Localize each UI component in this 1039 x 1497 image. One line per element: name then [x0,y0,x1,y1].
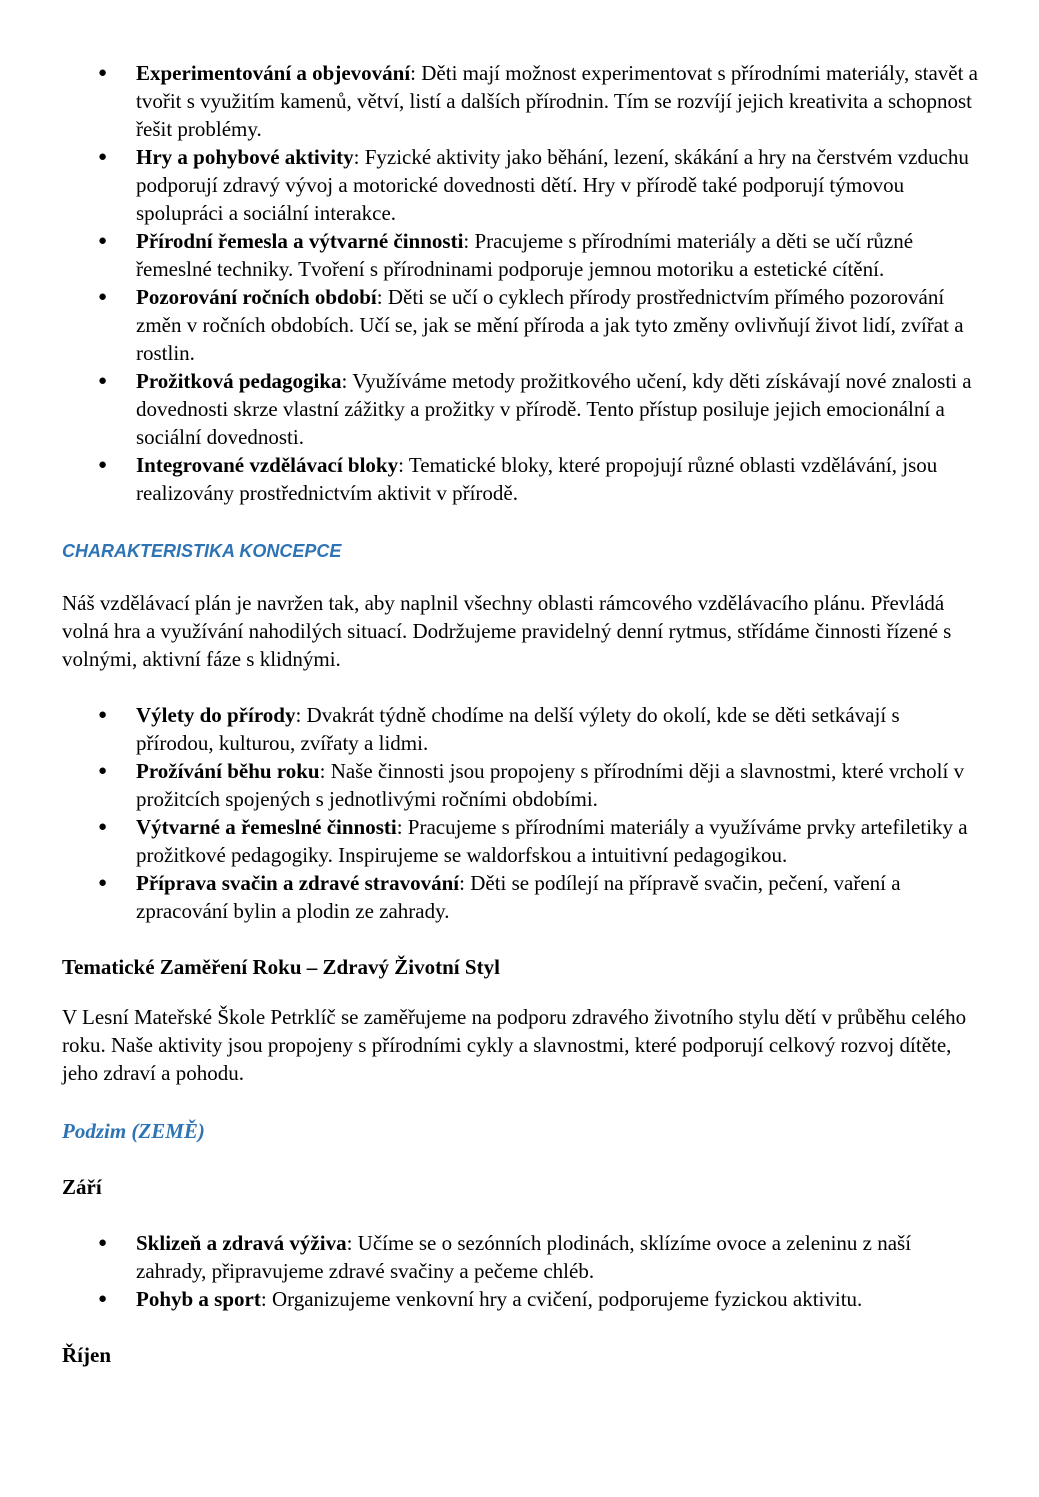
list-item [62,283,982,367]
list-item [62,451,982,507]
list-item [62,143,982,227]
bullet-icon: ● [98,1235,108,1251]
list-item-term: Prožívání běhu roku [136,759,320,783]
list-item [62,227,982,283]
list-item-text: : Pracujeme s přírodními materiály a děti se učí různé řemeslné techniky. Tvoření s přírodninami podporuje jemnou motoriku a estetické cítění. [136,229,914,281]
bullet-icon: ● [98,707,108,723]
bullet-icon: ● [98,289,108,305]
list-item-text: : Využíváme metody prožitkového učení, kdy děti získávají nové znalosti a dovednosti skrze vlastní zážitky a prožitky v přírodě. Tento přístup posiluje jejich emocionální a sociální dovednosti. [136,369,972,449]
list-item-text: : Pracujeme s přírodními materiály a využíváme prvky artefiletiky a prožitkové pedagogiky. Inspirujeme se waldorfskou a intuitivní pedagogikou. [136,815,968,867]
bullet-icon: ● [98,1291,108,1307]
list-item-term: Přírodní řemesla a výtvarné činnosti [136,229,464,253]
list-item [62,813,982,869]
list-item-term: Pohyb a sport [136,1287,261,1311]
theme-heading: Tematické Zaměření Roku – Zdravý Životní Styl [62,955,500,979]
list-item-term: Experimentování a objevování [136,61,411,85]
list-item [62,757,982,813]
list-item-term: Sklizeň a zdravá výživa [136,1231,347,1255]
list-item-text: : Děti mají možnost experimentovat s přírodními materiály, stavět a tvořit s využitím kamenů, větví, listí a dalších přírodnin. Tím se rozvíjí jejich kreativita a schopnost řešit problémy. [136,61,978,141]
list-item-term: Hry a pohybové aktivity [136,145,354,169]
bullet-icon: ● [98,763,108,779]
list-item-term: Integrované vzdělávací bloky [136,453,399,477]
bullet-icon: ● [98,149,108,165]
bullet-icon: ● [98,875,108,891]
bullet-icon: ● [98,819,108,835]
autumn-heading: Podzim (ZEMĚ) [62,1119,205,1143]
list-item [62,1229,982,1285]
document-content [62,59,982,1369]
list-item [62,701,982,757]
list-item [62,869,982,925]
list-item [62,59,982,143]
list-item-text: : Děti se podílejí na přípravě svačin, pečení, vaření a zpracování bylin a plodin ze zahrady. [136,871,901,923]
list-item-term: Výlety do přírody [136,703,296,727]
activities-list [62,59,982,507]
list-item-text: : Naše činnosti jsou propojeny s přírodními ději a slavnostmi, které vrcholí v prožitcích spojených s jednotlivými ročními obdobími. [136,759,965,811]
list-item-text: : Děti se učí o cyklech přírody prostřednictvím přímého pozorování změn v ročních obdobích. Učí se, jak se mění příroda a jak tyto změny ovlivňují život lidí, zvířat a rostlin. [136,285,964,365]
concept-heading: CHARAKTERISTIKA KONCEPCE [62,541,342,561]
list-item [62,1285,982,1313]
list-item-term: Prožitková pedagogika [136,369,342,393]
september-heading: Září [62,1175,102,1199]
list-item-text: : Organizujeme venkovní hry a cvičení, podporujeme fyzickou aktivitu. [260,1287,863,1311]
october-heading: Říjen [62,1343,111,1367]
bullet-icon: ● [98,65,108,81]
concept-paragraph: Náš vzdělávací plán je navržen tak, aby naplnil všechny oblasti rámcového vzdělávacího plánu. Převládá volná hra a využívání nahodilých situací. Dodržujeme pravidelný denní rytmus, střídáme činnosti řízené s volnými, aktivní fáze s klidnými. [62,591,952,671]
bullet-icon: ● [98,233,108,249]
list-item-text: : Tematické bloky, které propojují různé oblasti vzdělávání, jsou realizovány prostřednictvím aktivit v přírodě. [136,453,938,505]
list-item-text: : Fyzické aktivity jako běhání, lezení, skákání a hry na čerstvém vzduchu podporují zdravý vývoj a motorické dovednosti dětí. Hry v přírodě také podporují týmovou spolupráci a sociální interakce. [136,145,969,225]
list-item-term: Pozorování ročních období [136,285,377,309]
list-item [62,367,982,451]
list-item-text: : Dvakrát týdně chodíme na delší výlety do okolí, kde se děti setkávají s přírodou, kulturou, zvířaty a lidmi. [136,703,900,755]
theme-paragraph: V Lesní Mateřské Škole Petrklíč se zaměřujeme na podporu zdravého životního stylu dětí v průběhu celého roku. Naše aktivity jsou propojeny s přírodními cykly a slavnostmi, které podporují celkový rozvoj dítěte, jeho zdraví a pohodu. [62,1005,967,1085]
list-item-text: : Učíme se o sezónních plodinách, sklízíme ovoce a zeleninu z naší zahrady, připravujeme zdravé svačiny a pečeme chléb. [136,1231,912,1283]
list-item-term: Výtvarné a řemeslné činnosti [136,815,397,839]
bullet-icon: ● [98,457,108,473]
list-item-term: Příprava svačin a zdravé stravování [136,871,460,895]
september-list [62,1229,982,1313]
bullet-icon: ● [98,373,108,389]
concept-list [62,701,982,925]
